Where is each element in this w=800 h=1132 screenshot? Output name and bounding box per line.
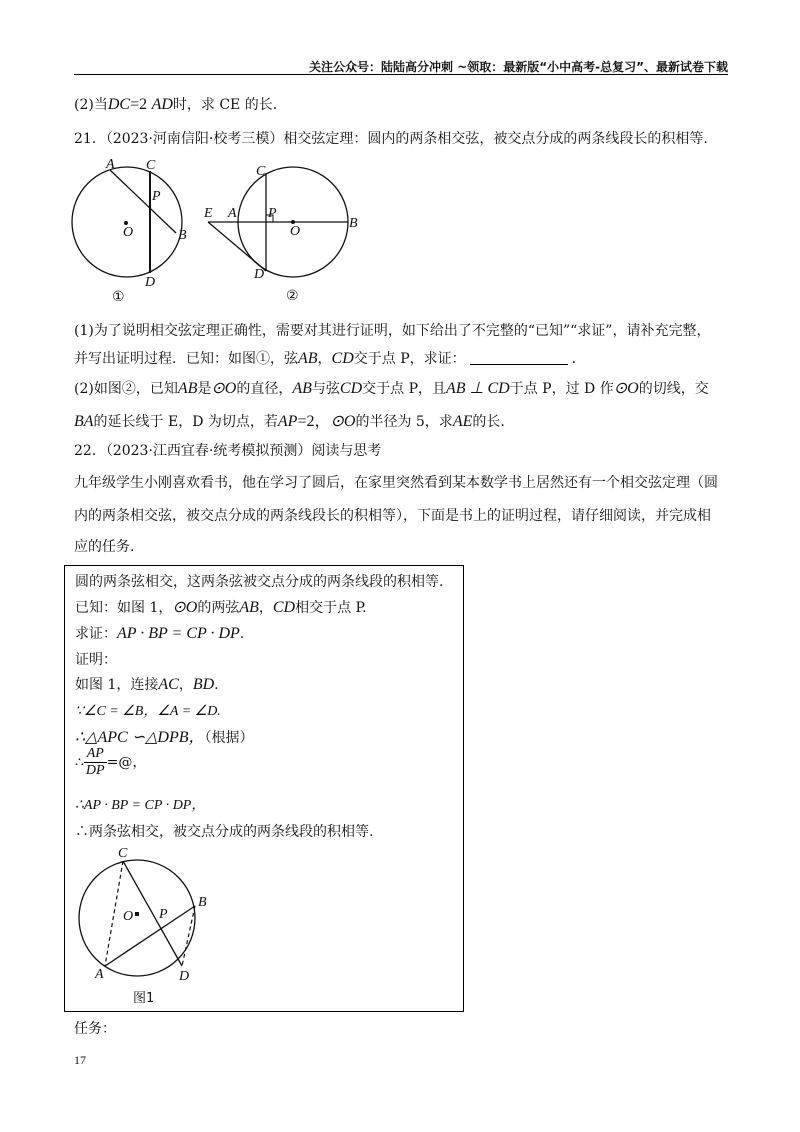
- proof-box: [64, 565, 464, 1012]
- proof-line-6: ∵∠C = ∠B，∠A = ∠D.: [75, 704, 221, 719]
- fraction-ap-dp: $\frac{AP}{DP}$: [85, 746, 105, 778]
- proof-line-7: ∴△APC ∽△DPB，（根据）: [75, 729, 254, 746]
- q21-figure-2: [198, 155, 358, 305]
- q22-para-3: 应的任务.: [74, 539, 135, 555]
- fig2-label-c: C: [256, 164, 266, 179]
- proof-line-5: 如图 1，连接AC，BD.: [75, 676, 219, 693]
- fig2-caption: ②: [286, 289, 299, 304]
- fig2-label-a: A: [228, 206, 237, 221]
- fig2-label-b: B: [349, 216, 358, 231]
- fig2-label-p: P: [268, 206, 277, 221]
- proof-label-b: B: [198, 895, 207, 910]
- fig1-label-o: O: [123, 225, 134, 240]
- page-number: 17: [74, 1053, 86, 1067]
- q21-part2-line2: BA的延长线于 E，D 为切点，若AP=2，⊙O的半径为 5，求AE的长.: [74, 413, 505, 430]
- fig2-label-d: D: [254, 267, 265, 282]
- q21-part2-line1: (2)如图②，已知AB是⊙O的直径，AB与弦CD交于点 P，且AB ⊥ CD于点 P，过 D 作⊙O的切线，交: [74, 380, 709, 397]
- fig1-label-b: B: [178, 228, 187, 243]
- proof-line-2: 已知：如图 1，⊙O的两弦AB，CD相交于点 P.: [75, 599, 367, 616]
- proof-line-4: 证明：: [75, 652, 117, 668]
- header-divider: [74, 74, 728, 75]
- fig1-caption: ①: [112, 290, 125, 305]
- proof-line-10: ∴两条弦相交，被交点分成的两条线段的积相等.: [75, 824, 374, 840]
- proof-label-d: D: [179, 969, 190, 984]
- proof-label-a: A: [95, 967, 104, 982]
- fig1-label-a: A: [106, 157, 115, 172]
- proof-line-3: 求证：AP · BP = CP · DP.: [75, 625, 245, 642]
- fig2-label-o: O: [290, 224, 301, 239]
- proof-label-o: O: [123, 909, 134, 924]
- q21-part1-line1: (1)为了说明相交弦定理正确性，需要对其进行证明，如下给出了不完整的“已知”“求证”，请补充完整，: [74, 323, 711, 339]
- fig1-label-p: P: [152, 189, 161, 204]
- proof-label-c: C: [118, 846, 128, 861]
- proof-figure-1: [71, 844, 221, 1006]
- q20-part2: (2)当DC=2 AD时，求 CE 的长.: [74, 96, 278, 113]
- proof-label-p: P: [159, 907, 168, 922]
- proof-line-1: 圆的两条弦相交，这两条弦被交点分成的两条线段的积相等.: [75, 574, 444, 590]
- proof-figure-caption: 图1: [133, 991, 155, 1006]
- q22-stem: 22．（2023·江西宜春·统考模拟预测）阅读与思考: [74, 443, 382, 459]
- fig2-label-e: E: [204, 206, 213, 221]
- proof-line-9: ∴AP · BP = CP · DP，: [75, 798, 206, 813]
- fig1-label-c: C: [146, 158, 156, 173]
- q21-part1-line2: 并写出证明过程．已知：如图①，弦AB，CD交于点 P，求证： .: [74, 350, 577, 367]
- q21-figure-1: [66, 155, 188, 305]
- q22-para-1: 九年级学生小刚喜欢看书，他在学习了圆后，在家里突然看到某本数学书上居然还有一个相交弦定理（圆: [74, 475, 718, 491]
- page-header: 关注公众号：陆陆高分冲刺 ~领取：最新版“小中高考-总复习”、最新试卷下载: [309, 60, 728, 74]
- fig1-label-d: D: [145, 275, 156, 290]
- answer-blank[interactable]: [470, 364, 568, 365]
- q21-stem: 21．（2023·河南信阳·校考三模）相交弦定理：圆内的两条相交弦，被交点分成的两条线段长的积相等.: [74, 131, 708, 147]
- q22-task: 任务：: [74, 1021, 116, 1037]
- proof-line-8: ∴ $\frac{AP}{DP}$ =@，: [75, 746, 147, 778]
- q22-para-2: 内的两条相交弦，被交点分成的两条线段长的积相等），下面是书上的证明过程，请仔细阅读，并完成相: [74, 508, 711, 524]
